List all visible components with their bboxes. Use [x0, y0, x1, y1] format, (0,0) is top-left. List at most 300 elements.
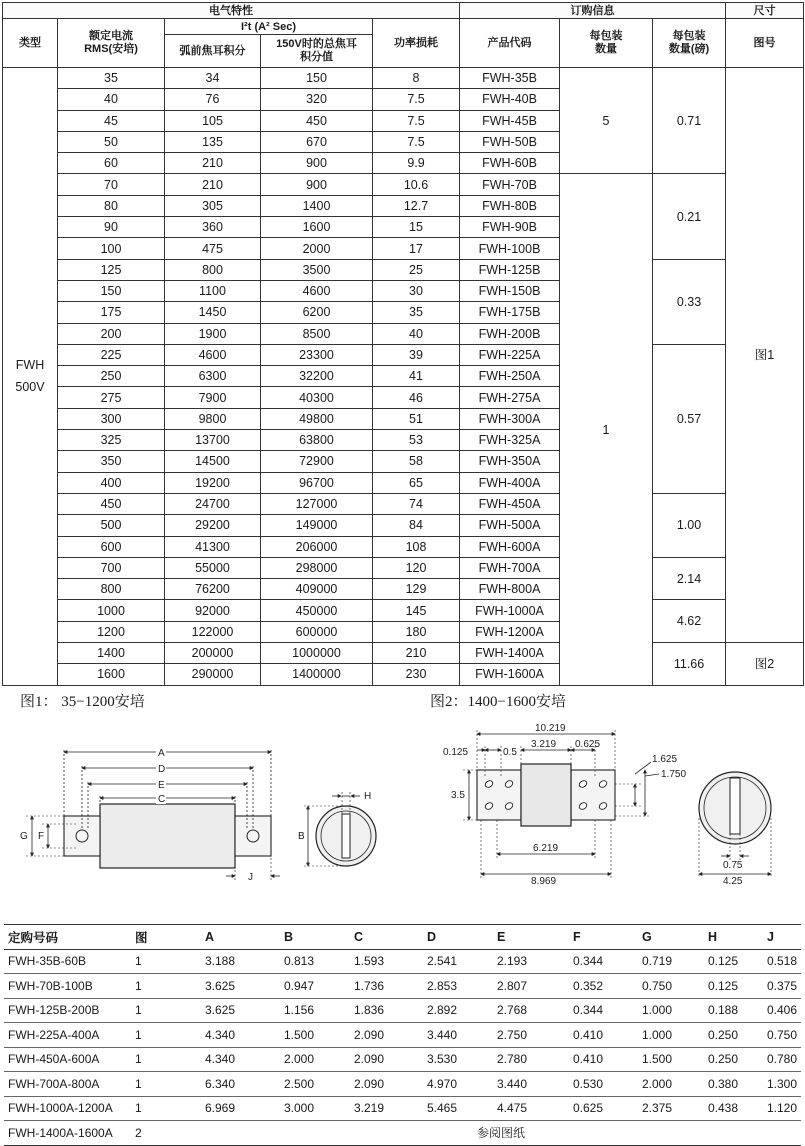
product-code-cell: FWH-800A	[460, 579, 560, 600]
prearc-cell: 24700	[165, 493, 261, 514]
order-code-cell: FWH-225A-400A	[4, 1023, 131, 1048]
prearc-cell: 1100	[165, 280, 261, 301]
power-cell: 108	[373, 536, 460, 557]
fig1-label-h: H	[364, 791, 372, 802]
dim-value-cell: 6.969	[201, 1096, 280, 1121]
product-code-cell: FWH-70B	[460, 174, 560, 195]
dim-value-cell: 1.300	[763, 1072, 801, 1097]
dim-row	[4, 974, 801, 999]
total-i2t-cell: 96700	[261, 472, 373, 493]
rms-cell: 40	[58, 89, 165, 110]
total-i2t-cell: 298000	[261, 557, 373, 578]
product-code-cell: FWH-80B	[460, 195, 560, 216]
order-code-cell: FWH-450A-600A	[4, 1047, 131, 1072]
product-code-cell: FWH-450A	[460, 493, 560, 514]
spec-row	[3, 643, 804, 664]
total-i2t-cell: 63800	[261, 430, 373, 451]
dim-value-cell: 0.250	[704, 1047, 763, 1072]
dim-col-header: F	[569, 925, 638, 950]
fig1-label-f: F	[38, 831, 45, 842]
power-cell: 46	[373, 387, 460, 408]
col-total-header	[261, 35, 373, 68]
dim-value-cell: 0.438	[704, 1096, 763, 1121]
order-code-cell: FWH-125B-200B	[4, 998, 131, 1023]
dim-value-cell: 3.530	[423, 1047, 493, 1072]
dim-value-cell: 1	[131, 1096, 201, 1121]
dim-value-cell: 2.090	[350, 1023, 423, 1048]
dim-value-cell: 1	[131, 974, 201, 999]
total-i2t-cell: 1400000	[261, 664, 373, 685]
power-cell: 210	[373, 643, 460, 664]
total-i2t-cell: 450	[261, 110, 373, 131]
product-code-cell: FWH-125B	[460, 259, 560, 280]
product-code-cell: FWH-700A	[460, 557, 560, 578]
spec-table-body	[3, 68, 804, 686]
dim-value-cell: 2.768	[493, 998, 569, 1023]
col-pack-header	[560, 19, 653, 68]
order-code-cell: FWH-700A-800A	[4, 1072, 131, 1097]
dim-value-cell: 0.250	[704, 1023, 763, 1048]
weight-cell: 4.62	[653, 600, 726, 643]
dim-value-cell: 4.970	[423, 1072, 493, 1097]
power-cell: 41	[373, 366, 460, 387]
spec-row	[3, 557, 804, 578]
dim-value-cell: 1.500	[638, 1047, 704, 1072]
dim-value-cell: 2.193	[493, 949, 569, 974]
dim-value-cell: 0.410	[569, 1023, 638, 1048]
total-i2t-cell: 127000	[261, 493, 373, 514]
rms-cell: 50	[58, 131, 165, 152]
dim-row-last	[4, 1121, 801, 1146]
product-code-cell: FWH-90B	[460, 217, 560, 238]
col-rated-header	[58, 19, 165, 68]
prearc-cell: 290000	[165, 664, 261, 685]
total-i2t-cell: 450000	[261, 600, 373, 621]
dimension-table-body	[4, 949, 801, 1145]
rms-cell: 450	[58, 493, 165, 514]
rms-cell: 275	[58, 387, 165, 408]
dim-value-cell: 1	[131, 949, 201, 974]
power-cell: 10.6	[373, 174, 460, 195]
spec-row	[3, 493, 804, 514]
col-rated-unit: RMS(安培)	[84, 43, 138, 55]
weight-cell: 0.57	[653, 344, 726, 493]
product-code-cell: FWH-275A	[460, 387, 560, 408]
power-cell: 15	[373, 217, 460, 238]
fig1-label-d: D	[158, 764, 166, 775]
col-weight-header	[653, 19, 726, 68]
prearc-cell: 210	[165, 174, 261, 195]
order-code-cell: FWH-1000A-1200A	[4, 1096, 131, 1121]
dim-value-cell: 5.465	[423, 1096, 493, 1121]
dim-value-cell: 2.807	[493, 974, 569, 999]
type-cell	[3, 68, 58, 686]
fig1-end-slot	[342, 814, 350, 858]
product-code-cell: FWH-300A	[460, 408, 560, 429]
power-cell: 12.7	[373, 195, 460, 216]
prearc-cell: 76200	[165, 579, 261, 600]
weight-cell: 11.66	[653, 643, 726, 686]
fuse-spec-table	[2, 2, 804, 686]
product-code-cell: FWH-350A	[460, 451, 560, 472]
weight-cell: 0.33	[653, 259, 726, 344]
fig2-left-blade	[477, 770, 521, 820]
dim-value-cell: 1.120	[763, 1096, 801, 1121]
power-cell: 7.5	[373, 89, 460, 110]
dim-col-header: B	[280, 925, 350, 950]
dim-value-cell: 0.125	[704, 949, 763, 974]
dim-value-cell: 0.813	[280, 949, 350, 974]
product-code-cell: FWH-150B	[460, 280, 560, 301]
fig2-label-3219: 3.219	[531, 739, 557, 750]
dim-value-cell: 3.000	[280, 1096, 350, 1121]
total-i2t-cell: 40300	[261, 387, 373, 408]
rms-cell: 150	[58, 280, 165, 301]
product-code-cell: FWH-250A	[460, 366, 560, 387]
dim-row	[4, 1096, 801, 1121]
prearc-cell: 14500	[165, 451, 261, 472]
dim-value-cell: 0.406	[763, 998, 801, 1023]
dim-value-cell: 2.853	[423, 974, 493, 999]
dim-value-cell: 0.947	[280, 974, 350, 999]
total-i2t-cell: 8500	[261, 323, 373, 344]
rms-cell: 350	[58, 451, 165, 472]
dim-col-header: A	[201, 925, 280, 950]
total-i2t-cell: 900	[261, 174, 373, 195]
dim-value-cell: 1.736	[350, 974, 423, 999]
dim-col-header: 定购号码	[4, 925, 131, 950]
product-code-cell: FWH-100B	[460, 238, 560, 259]
dim-value-cell: 3.625	[201, 998, 280, 1023]
order-code-cell: FWH-1400A-1600A	[4, 1121, 131, 1146]
dim-value-cell: 0.410	[569, 1047, 638, 1072]
weight-cell: 2.14	[653, 557, 726, 600]
power-cell: 17	[373, 238, 460, 259]
dim-value-cell: 0.530	[569, 1072, 638, 1097]
power-cell: 39	[373, 344, 460, 365]
total-i2t-cell: 1400	[261, 195, 373, 216]
spec-row	[3, 344, 804, 365]
rms-cell: 35	[58, 68, 165, 89]
prearc-cell: 360	[165, 217, 261, 238]
fig2-label-0125: 0.125	[443, 747, 469, 758]
rms-cell: 80	[58, 195, 165, 216]
dim-value-cell: 1.836	[350, 998, 423, 1023]
fig2-label-len-total: 10.219	[535, 723, 566, 734]
fig2-right-blade	[571, 770, 615, 820]
dim-col-header: H	[704, 925, 763, 950]
product-code-cell: FWH-1200A	[460, 621, 560, 642]
dim-col-header: E	[493, 925, 569, 950]
total-i2t-cell: 4600	[261, 280, 373, 301]
rms-cell: 1600	[58, 664, 165, 685]
power-cell: 65	[373, 472, 460, 493]
total-i2t-cell: 900	[261, 153, 373, 174]
product-code-cell: FWH-1400A	[460, 643, 560, 664]
dim-value-cell: 1	[131, 1023, 201, 1048]
product-code-cell: FWH-1000A	[460, 600, 560, 621]
dim-value-cell: 1	[131, 1072, 201, 1097]
prearc-cell: 1450	[165, 302, 261, 323]
power-cell: 230	[373, 664, 460, 685]
group-i2t-header: I²t (A² Sec)	[165, 19, 373, 35]
power-cell: 25	[373, 259, 460, 280]
weight-cell: 0.21	[653, 174, 726, 259]
power-cell: 30	[373, 280, 460, 301]
fig2-drawing	[435, 718, 805, 888]
prearc-cell: 19200	[165, 472, 261, 493]
dim-value-cell: 0.750	[763, 1023, 801, 1048]
total-i2t-cell: 23300	[261, 344, 373, 365]
fig-number-cell: 图2	[726, 643, 804, 686]
dim-value-cell: 1.000	[638, 1023, 704, 1048]
dim-value-cell: 3.188	[201, 949, 280, 974]
dim-value-cell: 2.750	[493, 1023, 569, 1048]
dim-value-cell: 2.541	[423, 949, 493, 974]
product-code-cell: FWH-45B	[460, 110, 560, 131]
dim-row	[4, 998, 801, 1023]
col-rated-label: 额定电流	[89, 30, 133, 42]
prearc-cell: 29200	[165, 515, 261, 536]
prearc-cell: 200000	[165, 643, 261, 664]
power-cell: 58	[373, 451, 460, 472]
dim-value-cell: 3.625	[201, 974, 280, 999]
fig1-label-c: C	[158, 794, 166, 805]
product-code-cell: FWH-35B	[460, 68, 560, 89]
fig1-label-b: B	[298, 831, 305, 842]
prearc-cell: 7900	[165, 387, 261, 408]
col-power-header: 功率损耗	[373, 19, 460, 68]
rms-cell: 1200	[58, 621, 165, 642]
fig1-label-g: G	[20, 831, 28, 842]
dim-col-header: J	[763, 925, 801, 950]
dimension-table	[4, 924, 801, 1146]
order-code-cell: FWH-35B-60B	[4, 949, 131, 974]
prearc-cell: 92000	[165, 600, 261, 621]
spec-row	[3, 174, 804, 195]
order-code-cell: FWH-70B-100B	[4, 974, 131, 999]
fig1-label-e: E	[158, 780, 165, 791]
prearc-cell: 6300	[165, 366, 261, 387]
dim-value-cell: 0.719	[638, 949, 704, 974]
product-code-cell: FWH-1600A	[460, 664, 560, 685]
rms-cell: 1400	[58, 643, 165, 664]
fig2-caption: 图2：1400−1600安培	[430, 694, 566, 710]
total-i2t-cell: 600000	[261, 621, 373, 642]
dim-value-cell: 2	[131, 1121, 201, 1146]
total-i2t-cell: 670	[261, 131, 373, 152]
product-code-cell: FWH-225A	[460, 344, 560, 365]
rms-cell: 400	[58, 472, 165, 493]
fig2-label-075: 0.75	[723, 860, 743, 871]
power-cell: 9.9	[373, 153, 460, 174]
fig2-fuse-body	[521, 764, 571, 826]
total-i2t-cell: 1600	[261, 217, 373, 238]
dim-value-cell: 2.780	[493, 1047, 569, 1072]
spec-row	[3, 259, 804, 280]
rms-cell: 70	[58, 174, 165, 195]
dim-value-cell: 0.344	[569, 998, 638, 1023]
power-cell: 74	[373, 493, 460, 514]
total-i2t-cell: 149000	[261, 515, 373, 536]
dim-value-cell: 1.500	[280, 1023, 350, 1048]
dim-value-cell: 0.125	[704, 974, 763, 999]
rms-cell: 325	[58, 430, 165, 451]
dim-value-cell: 0.188	[704, 998, 763, 1023]
dim-value-cell: 4.340	[201, 1023, 280, 1048]
dim-value-cell: 1	[131, 1047, 201, 1072]
prearc-cell: 305	[165, 195, 261, 216]
product-code-cell: FWH-50B	[460, 131, 560, 152]
dim-value-cell: 0.518	[763, 949, 801, 974]
fig2-label-425: 4.25	[723, 876, 743, 887]
pack-qty-cell: 5	[560, 68, 653, 174]
power-cell: 35	[373, 302, 460, 323]
fig2-label-6219: 6.219	[533, 843, 559, 854]
fig2-label-1750: 1.750	[661, 769, 687, 780]
prearc-cell: 800	[165, 259, 261, 280]
col-type-header: 类型	[3, 19, 58, 68]
fig2-label-8969: 8.969	[531, 876, 557, 887]
col-total-line1: 150V时的总焦耳	[276, 38, 357, 50]
dim-col-header: D	[423, 925, 493, 950]
fig1-fuse-body	[100, 804, 235, 868]
rms-cell: 60	[58, 153, 165, 174]
dim-col-header: G	[638, 925, 704, 950]
total-i2t-cell: 72900	[261, 451, 373, 472]
spec-row	[3, 600, 804, 621]
dim-value-cell: 3.440	[423, 1023, 493, 1048]
rms-cell: 700	[58, 557, 165, 578]
dim-value-cell: 2.090	[350, 1047, 423, 1072]
type-line2: 500V	[15, 380, 45, 395]
dim-value-cell: 2.000	[280, 1047, 350, 1072]
total-i2t-cell: 320	[261, 89, 373, 110]
product-code-cell: FWH-200B	[460, 323, 560, 344]
col-total-line2: 积分值	[300, 51, 333, 63]
dim-value-cell: 4.340	[201, 1047, 280, 1072]
spec-row	[3, 68, 804, 89]
product-code-cell: FWH-60B	[460, 153, 560, 174]
product-code-cell: FWH-400A	[460, 472, 560, 493]
power-cell: 8	[373, 68, 460, 89]
col-code-header: 产品代码	[460, 19, 560, 68]
power-cell: 145	[373, 600, 460, 621]
power-cell: 84	[373, 515, 460, 536]
rms-cell: 300	[58, 408, 165, 429]
power-cell: 7.5	[373, 131, 460, 152]
total-i2t-cell: 3500	[261, 259, 373, 280]
dim-row	[4, 1023, 801, 1048]
prearc-cell: 475	[165, 238, 261, 259]
total-i2t-cell: 2000	[261, 238, 373, 259]
group-size-header: 尺寸	[726, 3, 804, 19]
dim-value-cell: 2.090	[350, 1072, 423, 1097]
rms-cell: 1000	[58, 600, 165, 621]
dim-col-header: 图	[131, 925, 201, 950]
prearc-cell: 122000	[165, 621, 261, 642]
group-electrical-header: 电气特性	[3, 3, 460, 19]
see-drawing-note: 参阅图纸	[201, 1121, 801, 1146]
fig1-label-a: A	[158, 748, 165, 759]
prearc-cell: 76	[165, 89, 261, 110]
dim-value-cell: 0.375	[763, 974, 801, 999]
col-weight-line1: 每包装	[672, 30, 706, 42]
rms-cell: 45	[58, 110, 165, 131]
pack-qty-cell: 1	[560, 174, 653, 685]
weight-cell: 0.71	[653, 68, 726, 174]
group-order-header: 订购信息	[460, 3, 726, 19]
fig1-caption: 图1： 35−1200安培	[20, 694, 145, 710]
dim-value-cell: 4.475	[493, 1096, 569, 1121]
power-cell: 120	[373, 557, 460, 578]
prearc-cell: 210	[165, 153, 261, 174]
total-i2t-cell: 150	[261, 68, 373, 89]
fig-number-cell: 图1	[726, 68, 804, 643]
fig1-label-j: J	[248, 872, 253, 883]
dim-value-cell: 2.500	[280, 1072, 350, 1097]
dim-value-cell: 0.780	[763, 1047, 801, 1072]
rms-cell: 125	[58, 259, 165, 280]
prearc-cell: 9800	[165, 408, 261, 429]
col-pack-line1: 每包装	[589, 30, 623, 42]
rms-cell: 100	[58, 238, 165, 259]
dim-value-cell: 1	[131, 998, 201, 1023]
power-cell: 129	[373, 579, 460, 600]
prearc-cell: 41300	[165, 536, 261, 557]
total-i2t-cell: 409000	[261, 579, 373, 600]
col-fig-header: 图号	[726, 19, 804, 68]
power-cell: 51	[373, 408, 460, 429]
product-code-cell: FWH-325A	[460, 430, 560, 451]
dim-value-cell: 3.440	[493, 1072, 569, 1097]
prearc-cell: 34	[165, 68, 261, 89]
fig2-label-35: 3.5	[451, 790, 465, 801]
rms-cell: 200	[58, 323, 165, 344]
rms-cell: 175	[58, 302, 165, 323]
prearc-cell: 13700	[165, 430, 261, 451]
dim-value-cell: 2.375	[638, 1096, 704, 1121]
total-i2t-cell: 1000000	[261, 643, 373, 664]
dim-value-cell: 0.352	[569, 974, 638, 999]
fig2-end-slot	[730, 778, 740, 834]
prearc-cell: 1900	[165, 323, 261, 344]
power-cell: 53	[373, 430, 460, 451]
total-i2t-cell: 49800	[261, 408, 373, 429]
fig2-label-1625: 1.625	[652, 754, 678, 765]
dim-row	[4, 1047, 801, 1072]
prearc-cell: 105	[165, 110, 261, 131]
rms-cell: 600	[58, 536, 165, 557]
fig2-label-05: 0.5	[503, 747, 517, 758]
prearc-cell: 55000	[165, 557, 261, 578]
dimension-table-header	[4, 925, 801, 950]
rms-cell: 500	[58, 515, 165, 536]
product-code-cell: FWH-175B	[460, 302, 560, 323]
total-i2t-cell: 6200	[261, 302, 373, 323]
dim-value-cell: 0.380	[704, 1072, 763, 1097]
dim-value-cell: 0.750	[638, 974, 704, 999]
total-i2t-cell: 32200	[261, 366, 373, 387]
prearc-cell: 135	[165, 131, 261, 152]
power-cell: 7.5	[373, 110, 460, 131]
dim-row	[4, 1072, 801, 1097]
dim-value-cell: 0.625	[569, 1096, 638, 1121]
col-prearc-header: 弧前焦耳积分	[165, 35, 261, 68]
fig2-label-0625: 0.625	[575, 739, 601, 750]
dim-col-header: C	[350, 925, 423, 950]
product-code-cell: FWH-500A	[460, 515, 560, 536]
